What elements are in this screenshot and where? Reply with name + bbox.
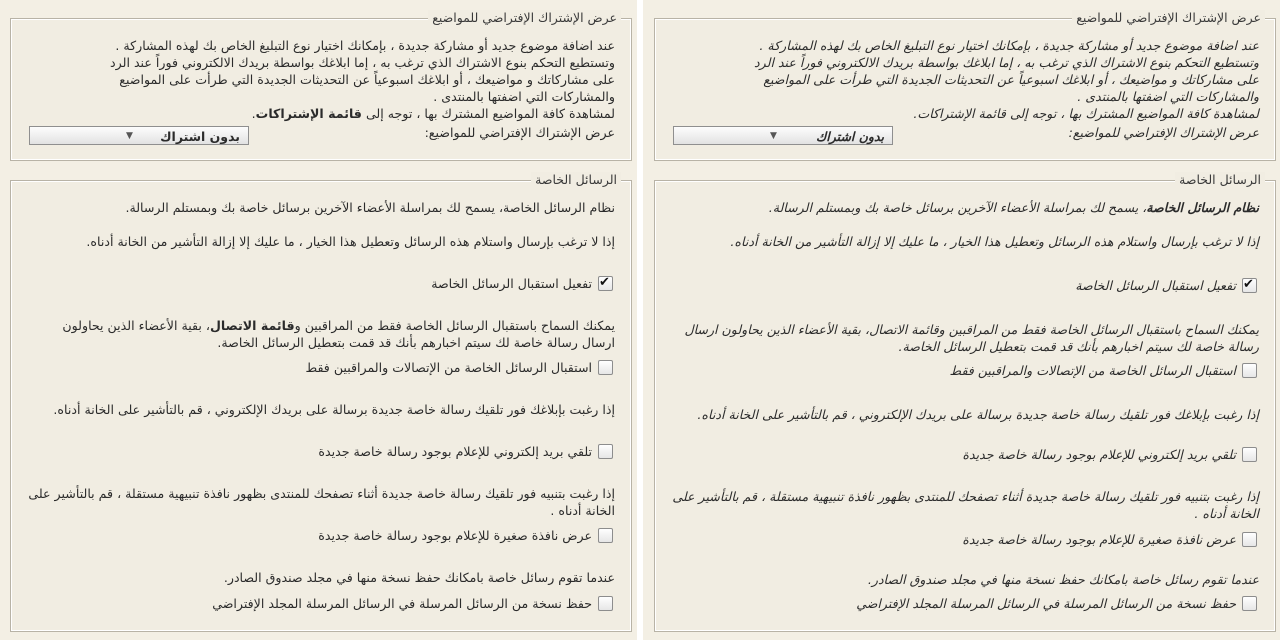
default-subscription-select[interactable] <box>29 126 249 145</box>
pm-contacts-row[interactable] <box>29 359 613 376</box>
pm-popup-label-alt: عرض نافذة صغيرة للإعلام بوجود رسالة خاصة جديدة <box>962 532 1236 547</box>
pm-popup-label: عرض نافذة صغيرة للإعلام بوجود رسالة خاصة جديدة <box>318 528 592 543</box>
pm-disable-text-alt: إذا لا ترغب بإرسال واستلام هذه الرسائل وتعطيل هذا الخيار ، ما عليك إلا إزالة التأشير من الخانة أدناه. <box>730 234 1259 249</box>
pm-popup-checkbox-alt[interactable] <box>1242 532 1257 547</box>
subscription-line5-suffix-alt: . <box>913 106 918 121</box>
pm-intro-rest-alt: ، يسمح لك بمراسلة الأعضاء الآخرين برسائل خاصة بك وبمستلم الرسالة. <box>768 200 1147 215</box>
pm-save-checkbox[interactable] <box>598 596 613 611</box>
pm-fieldset-alt <box>654 172 1276 632</box>
subscription-line5-alt <box>671 105 1259 122</box>
pm-email-label: تلقي بريد إلكتروني للإعلام بوجود رسالة خاصة جديدة <box>318 444 592 459</box>
pm-intro <box>27 199 615 216</box>
subscription-line3-alt: على مشاركاتك و مواضيعك ، أو ابلاغك اسبوعياً عن التحديثات الجديدة التي طرأت على المواضيع <box>763 72 1259 87</box>
pm-email-checkbox-alt[interactable] <box>1242 447 1257 462</box>
subscription-line3: على مشاركاتك و مواضيعك ، أو ابلاغك اسبوعياً عن التحديثات الجديدة التي طرأت على المواضيع <box>119 72 615 87</box>
pm-contacts-checkbox[interactable] <box>598 360 613 375</box>
chevron-down-icon: ▼ <box>126 131 133 141</box>
subscription-line5-prefix-alt: لمشاهدة كافة المواضيع المشترك بها ، توجه إلى <box>1009 106 1259 121</box>
pm-fieldset <box>10 172 632 632</box>
pm-enable-label-alt: تفعيل استقبال الرسائل الخاصة <box>1075 278 1236 293</box>
subscriptions-list-link[interactable]: قائمة الإشتراكات <box>255 106 362 121</box>
pm-contacts-rest: ، بقية الأعضاء الذين يحاولون ارسال رسالة خاصة لك سيتم اخبارهم بأنك قد قمت بتعطيل الرسائل الخاصة. <box>62 318 615 350</box>
pm-save-text-alt: عندما تقوم رسائل خاصة بامكانك حفظ نسخة منها في مجلد صندوق الصادر. <box>867 572 1259 587</box>
pm-email-checkbox[interactable] <box>598 444 613 459</box>
default-subscription-value: بدون اشتراك <box>160 129 240 144</box>
pm-enable-checkbox[interactable] <box>598 276 613 291</box>
pm-contacts-row-alt[interactable] <box>673 362 1257 379</box>
pm-enable-row[interactable] <box>29 275 613 292</box>
pm-email-row[interactable] <box>29 443 613 460</box>
pm-contacts-text <box>27 317 615 351</box>
pm-intro-rest: ، يسمح لك بمراسلة الأعضاء الآخرين برسائل خاصة بك وبمستلم الرسالة. <box>125 200 504 215</box>
pm-legend: الرسائل الخاصة <box>531 172 621 188</box>
subscription-fieldset-alt <box>654 10 1276 161</box>
contact-list-link-alt[interactable]: قائمة الاتصال <box>869 322 939 337</box>
pm-contacts-checkbox-alt[interactable] <box>1242 363 1257 378</box>
pm-enable-checkbox-alt[interactable] <box>1242 278 1257 293</box>
default-subscription-select-alt[interactable] <box>673 126 893 145</box>
chevron-down-icon: ▼ <box>770 131 777 141</box>
pm-popup-text: إذا رغبت بتنبيه فور تلقيك رسالة خاصة جديدة أثناء تصفحك للمنتدى بظهور نافذة تنبيهية مستقلة ، قم بالتأشير على الخانة أدناه . <box>28 486 615 518</box>
panel-divider <box>637 0 643 640</box>
pm-contacts-rest-alt: ، بقية الأعضاء الذين يحاولون ارسال رسالة خاصة لك سيتم اخبارهم بأنك قد قمت بتعطيل الرسائل الخاصة. <box>684 322 1259 354</box>
pm-enable-label: تفعيل استقبال الرسائل الخاصة <box>431 276 592 291</box>
pm-contacts-prefix-alt: يمكنك السماح باستقبال الرسائل الخاصة فقط من المراقبين و <box>938 322 1259 337</box>
pm-save-row[interactable] <box>29 595 613 612</box>
subscription-line5 <box>27 105 615 122</box>
subscription-fieldset <box>10 10 632 161</box>
pm-enable-row-alt[interactable] <box>673 277 1257 294</box>
default-subscription-label-alt: عرض الإشتراك الإفتراضي للمواضيع: <box>1068 125 1259 140</box>
pm-contacts-prefix: يمكنك السماح باستقبال الرسائل الخاصة فقط من المراقبين و <box>294 318 615 333</box>
pm-disable-text: إذا لا ترغب بإرسال واستلام هذه الرسائل وتعطيل هذا الخيار ، ما عليك إلا إزالة التأشير من الخانة أدناه. <box>86 234 615 249</box>
subscriptions-list-link-alt[interactable]: قائمة الإشتراكات <box>917 106 1006 121</box>
pm-intro-alt <box>671 199 1259 216</box>
pm-contacts-label-alt: استقبال الرسائل الخاصة من الإتصالات والمراقبين فقط <box>949 363 1236 378</box>
subscription-line5-prefix: لمشاهدة كافة المواضيع المشترك بها ، توجه إلى <box>365 106 615 121</box>
default-subscription-value-alt: بدون اشتراك <box>816 129 884 144</box>
pm-popup-row[interactable] <box>29 527 613 544</box>
contact-list-link[interactable]: قائمة الاتصال <box>209 318 295 333</box>
pm-contacts-label: استقبال الرسائل الخاصة من الإتصالات والمراقبين فقط <box>305 360 592 375</box>
subscription-line1: عند اضافة موضوع جديد أو مشاركة جديدة ، بإمكانك اختيار نوع التبليغ الخاص بك لهذه المشاركة . <box>115 38 615 53</box>
pm-save-row-alt[interactable] <box>673 595 1257 612</box>
pm-email-text: إذا رغبت بإبلاغك فور تلقيك رسالة خاصة جديدة برسالة على بريدك الإلكتروني ، قم بالتأشير على الخانة أدناه. <box>53 402 615 417</box>
pm-legend-alt: الرسائل الخاصة <box>1175 172 1265 188</box>
pm-save-text: عندما تقوم رسائل خاصة بامكانك حفظ نسخة منها في مجلد صندوق الصادر. <box>223 570 615 585</box>
pm-email-text-alt: إذا رغبت بإبلاغك فور تلقيك رسالة خاصة جديدة برسالة على بريدك الإلكتروني ، قم بالتأشير على الخانة أدناه. <box>697 407 1259 422</box>
subscription-line4: والمشاركات التي اضفتها بالمنتدى . <box>433 89 615 104</box>
subscription-line5-suffix: . <box>251 106 256 121</box>
default-subscription-label: عرض الإشتراك الإفتراضي للمواضيع: <box>424 125 615 140</box>
pm-save-checkbox-alt[interactable] <box>1242 596 1257 611</box>
pm-intro-bold: نظام الرسائل الخاصة <box>503 200 615 215</box>
pm-email-row-alt[interactable] <box>673 446 1257 463</box>
pm-intro-bold-alt: نظام الرسائل الخاصة <box>1146 200 1259 215</box>
pm-popup-text-alt: إذا رغبت بتنبيه فور تلقيك رسالة خاصة جديدة أثناء تصفحك للمنتدى بظهور نافذة تنبيهية مستقلة ، قم بالتأشير على الخانة أدناه . <box>672 489 1259 521</box>
pm-email-label-alt: تلقي بريد إلكتروني للإعلام بوجود رسالة خاصة جديدة <box>962 447 1236 462</box>
subscription-line2: وتستطيع التحكم بنوع الاشتراك الذي ترغب به ، إما ابلاغك بواسطة بريدك الالكتروني فوراً عند الرد <box>110 55 615 70</box>
pm-save-label-alt: حفظ نسخة من الرسائل المرسلة في الرسائل المرسلة المجلد الإفتراضي <box>856 596 1236 611</box>
subscription-line1-alt: عند اضافة موضوع جديد أو مشاركة جديدة ، بإمكانك اختيار نوع التبليغ الخاص بك لهذه المشاركة . <box>759 38 1259 53</box>
subscription-line4-alt: والمشاركات التي اضفتها بالمنتدى . <box>1077 89 1259 104</box>
pm-contacts-text-alt <box>671 321 1259 355</box>
pm-popup-row-alt[interactable] <box>673 531 1257 548</box>
pm-save-label: حفظ نسخة من الرسائل المرسلة في الرسائل المرسلة المجلد الإفتراضي <box>212 596 592 611</box>
right-panel <box>644 0 1280 640</box>
pm-popup-checkbox[interactable] <box>598 528 613 543</box>
subscription-legend: عرض الإشتراك الإفتراضي للمواضيع <box>428 10 621 26</box>
subscription-line2-alt: وتستطيع التحكم بنوع الاشتراك الذي ترغب به ، إما ابلاغك بواسطة بريدك الالكتروني فوراً عند الرد <box>754 55 1259 70</box>
left-panel <box>0 0 636 640</box>
subscription-legend-alt: عرض الإشتراك الإفتراضي للمواضيع <box>1072 10 1265 26</box>
